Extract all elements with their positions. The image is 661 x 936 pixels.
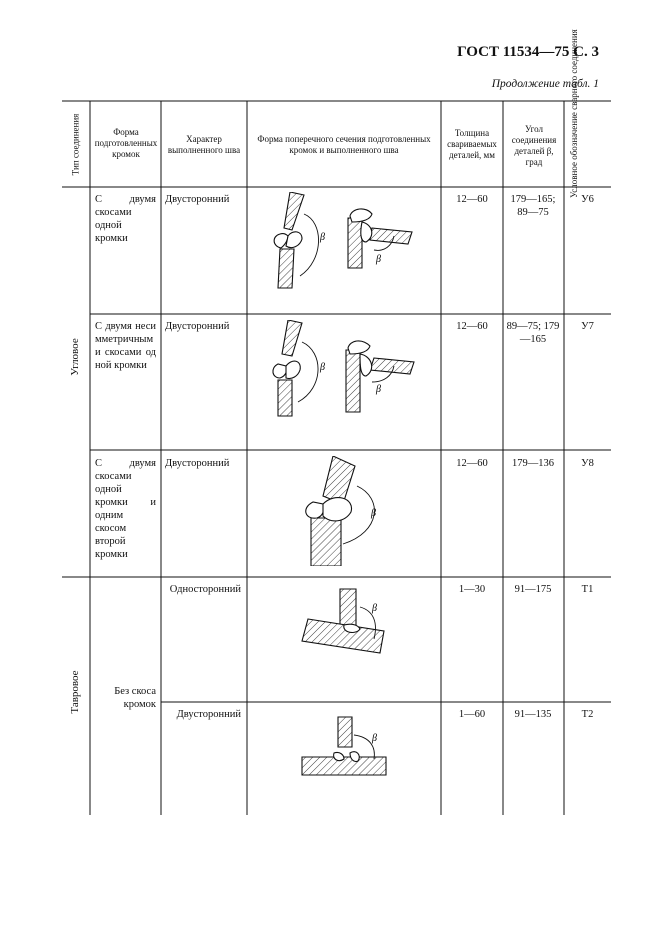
column-header-thickness: Толщина свариваемых деталей, мм [447,128,497,160]
column-header-section-form: Форма поперечного сечения подготовленных кромок и выполненного шва [257,134,431,155]
tee-edge-form: Без скоса кромок [114,686,156,710]
row-u7-weld: Двусторонний [165,321,230,332]
table-continuation-label: Продолжение табл. 1 [491,78,599,90]
row-u8-edge-form: С двумя скосами одной кромки и одним скосом второй кромки [95,458,156,560]
section-drawing-t1 [298,585,398,665]
group-type-corner: Угловое [69,338,81,376]
row-u8-angle: 179—136 [512,458,554,469]
row-u6-thickness: 12—60 [456,194,488,205]
row-u7-edge-form: С двумя несимметричными скосами одной кромки [95,321,156,371]
column-header-type: Тип соединения [70,113,81,176]
beta-label-u6b: β [376,254,381,265]
column-header-angle: Угол соединения деталей β, град [511,124,557,167]
row-t2-symbol: Т2 [581,709,594,720]
beta-label-t1: β [372,603,377,614]
row-u7-thickness: 12—60 [456,321,488,332]
row-u8-thickness: 12—60 [456,458,488,469]
page-header: ГОСТ 11534—75 С. 3 [457,44,599,60]
row-u7-angle: 89—75; 179—165 [506,321,560,345]
column-header-edge-form: Форма подготовленных кромок [94,127,158,159]
row-t2-thickness: 1—60 [458,709,486,720]
row-u6-angle: 179—165; 89—75 [510,194,556,218]
row-t1-angle: 91—175 [514,584,552,595]
section-drawing-u7 [262,320,432,430]
row-u6-edge-form: С двумя скосами одной кромки [95,194,156,244]
row-t2-angle: 91—135 [514,709,552,720]
section-drawing-u8 [295,456,405,566]
row-t1-thickness: 1—30 [458,584,486,595]
beta-label-t2: β [372,733,377,744]
beta-label-u7b: β [376,384,381,395]
section-drawing-u6 [262,192,432,302]
beta-label-u6a: β [320,232,325,243]
group-type-tee: Тавровое [69,670,81,714]
row-u8-weld: Двусторонний [165,458,230,469]
row-t2-weld: Двусторонний [176,709,241,720]
row-u8-symbol: У8 [581,458,594,469]
row-u6-symbol: У6 [581,194,594,205]
section-drawing-t2 [298,715,398,795]
row-t1-weld: Односторонний [169,584,241,595]
row-t1-symbol: Т1 [581,584,594,595]
beta-label-u8: β [371,508,376,519]
column-header-weld-character: Характер выполненного шва [167,134,241,155]
column-header-symbol: Условное обозначение сварного соединения [569,29,579,198]
row-u7-symbol: У7 [581,321,594,332]
row-u6-weld: Двусторонний [165,194,230,205]
beta-label-u7a: β [320,362,325,373]
